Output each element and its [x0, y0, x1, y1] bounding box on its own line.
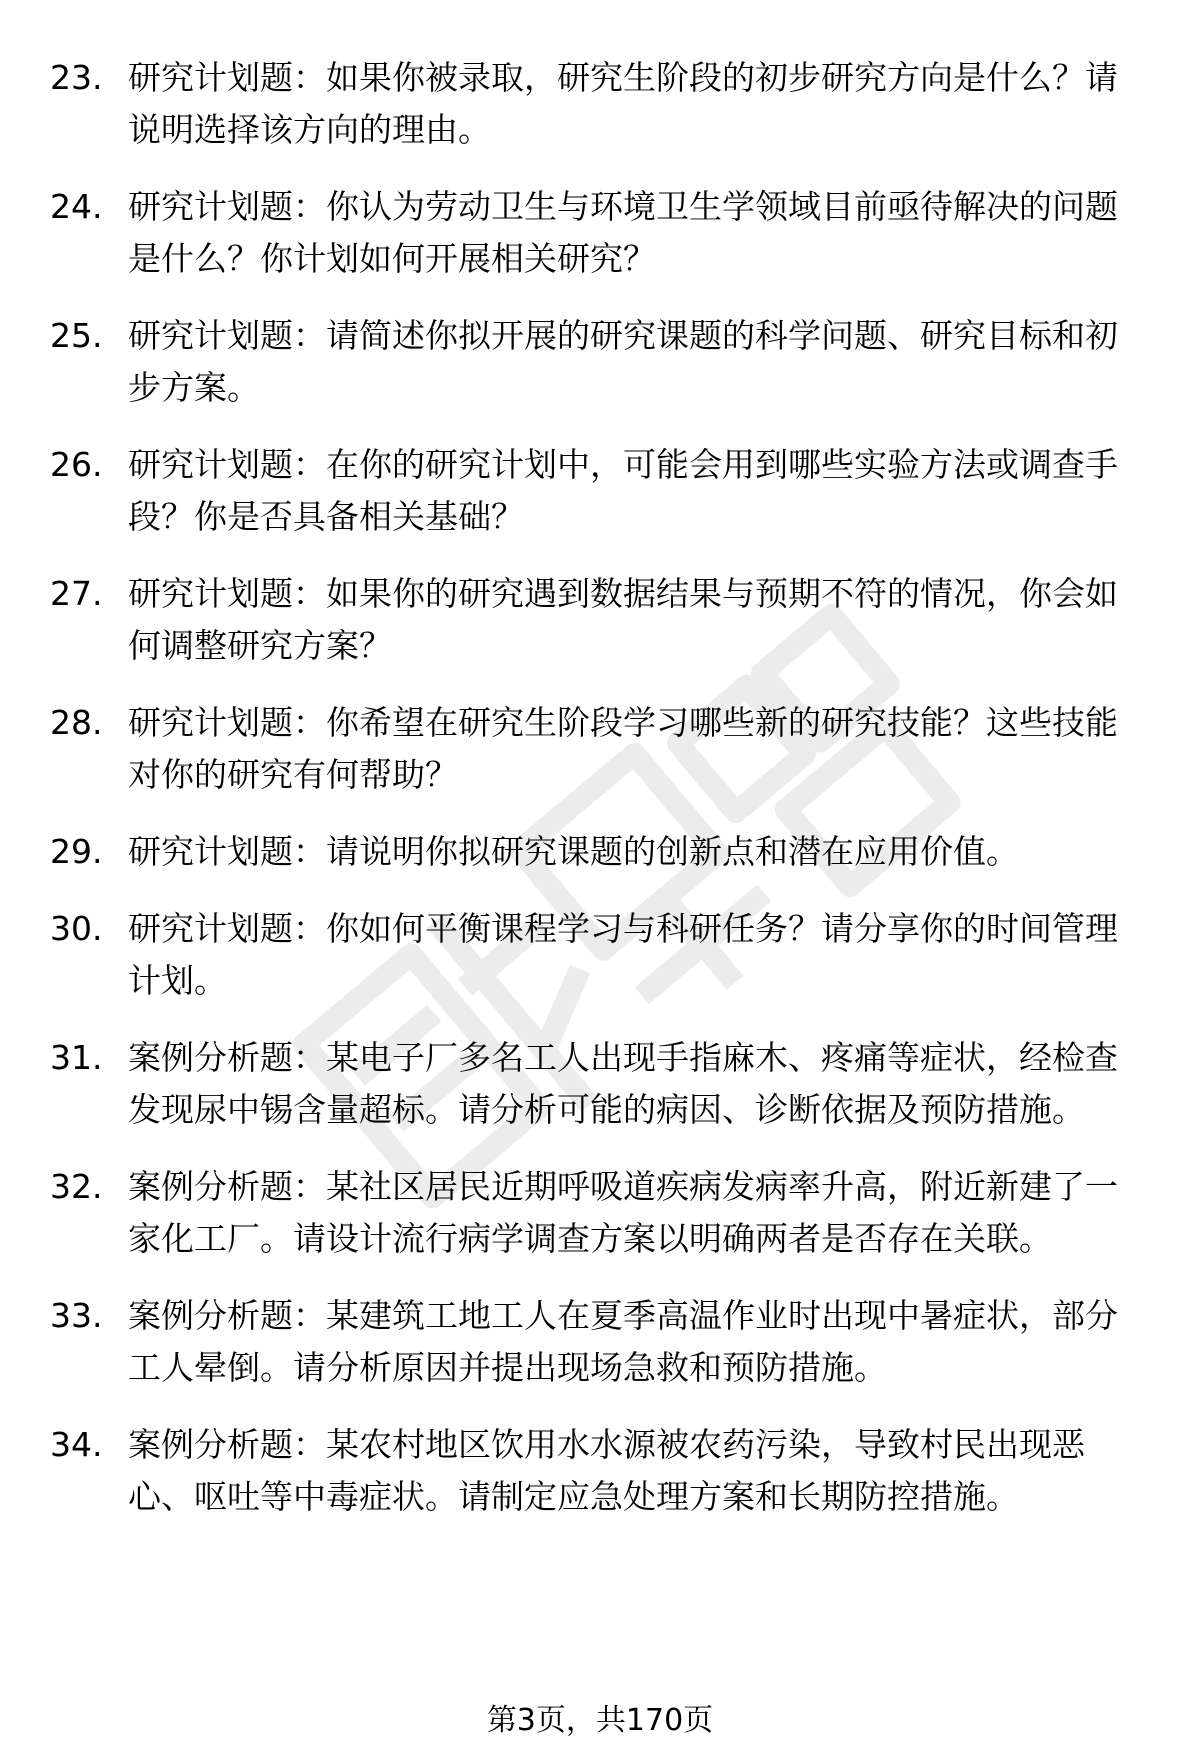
question-number: 33. — [50, 1296, 103, 1335]
question-number: 23. — [50, 58, 103, 97]
question-number: 34. — [50, 1425, 103, 1464]
list-item — [0, 1290, 1200, 1394]
list-item — [0, 826, 1200, 878]
question-text: 案例分析题：某电子厂多名工人出现手指麻木、疼痛等症状，经检查发现尿中锡含量超标。请分析可能的病因、诊断依据及预防措施。 — [128, 1038, 1118, 1129]
question-number: 26. — [50, 445, 103, 484]
question-text: 研究计划题：在你的研究计划中，可能会用到哪些实验方法或调查手段？你是否具备相关基础？ — [128, 445, 1118, 536]
question-text: 案例分析题：某建筑工地工人在夏季高温作业时出现中暑症状，部分工人晕倒。请分析原因并提出现场急救和预防措施。 — [128, 1296, 1118, 1387]
question-text: 案例分析题：某农村地区饮用水水源被农药污染，导致村民出现恶心、呕吐等中毒症状。请制定应急处理方案和长期防控措施。 — [128, 1425, 1085, 1516]
question-list — [0, 52, 1200, 1548]
list-item — [0, 1419, 1200, 1523]
list-item — [0, 903, 1200, 1007]
page-footer: 第3页，共170页 — [486, 1703, 714, 1738]
question-number: 29. — [50, 832, 103, 871]
question-text: 案例分析题：某社区居民近期呼吸道疾病发病率升高，附近新建了一家化工厂。请设计流行病学调查方案以明确两者是否存在关联。 — [128, 1167, 1118, 1258]
list-item — [0, 697, 1200, 801]
question-number: 32. — [50, 1167, 103, 1206]
list-item — [0, 310, 1200, 414]
question-text: 研究计划题：请说明你拟研究课题的创新点和潜在应用价值。 — [128, 832, 1019, 871]
question-text: 研究计划题：你认为劳动卫生与环境卫生学领域目前亟待解决的问题是什么？你计划如何开展相关研究？ — [128, 187, 1118, 278]
list-item — [0, 181, 1200, 285]
question-text: 研究计划题：你希望在研究生阶段学习哪些新的研究技能？这些技能对你的研究有何帮助？ — [128, 703, 1118, 794]
question-number: 28. — [50, 703, 103, 742]
list-item — [0, 1161, 1200, 1265]
question-text: 研究计划题：如果你的研究遇到数据结果与预期不符的情况，你会如何调整研究方案？ — [128, 574, 1118, 665]
list-item — [0, 439, 1200, 543]
question-number: 24. — [50, 187, 103, 226]
list-item — [0, 1032, 1200, 1136]
question-number: 25. — [50, 316, 103, 355]
question-text: 研究计划题：你如何平衡课程学习与科研任务？请分享你的时间管理计划。 — [128, 909, 1118, 1000]
question-text: 研究计划题：如果你被录取，研究生阶段的初步研究方向是什么？请说明选择该方向的理由。 — [128, 58, 1118, 149]
question-number: 30. — [50, 909, 103, 948]
list-item — [0, 52, 1200, 156]
question-number: 31. — [50, 1038, 103, 1077]
list-item — [0, 568, 1200, 672]
question-text: 研究计划题：请简述你拟开展的研究课题的科学问题、研究目标和初步方案。 — [128, 316, 1118, 407]
question-number: 27. — [50, 574, 103, 613]
